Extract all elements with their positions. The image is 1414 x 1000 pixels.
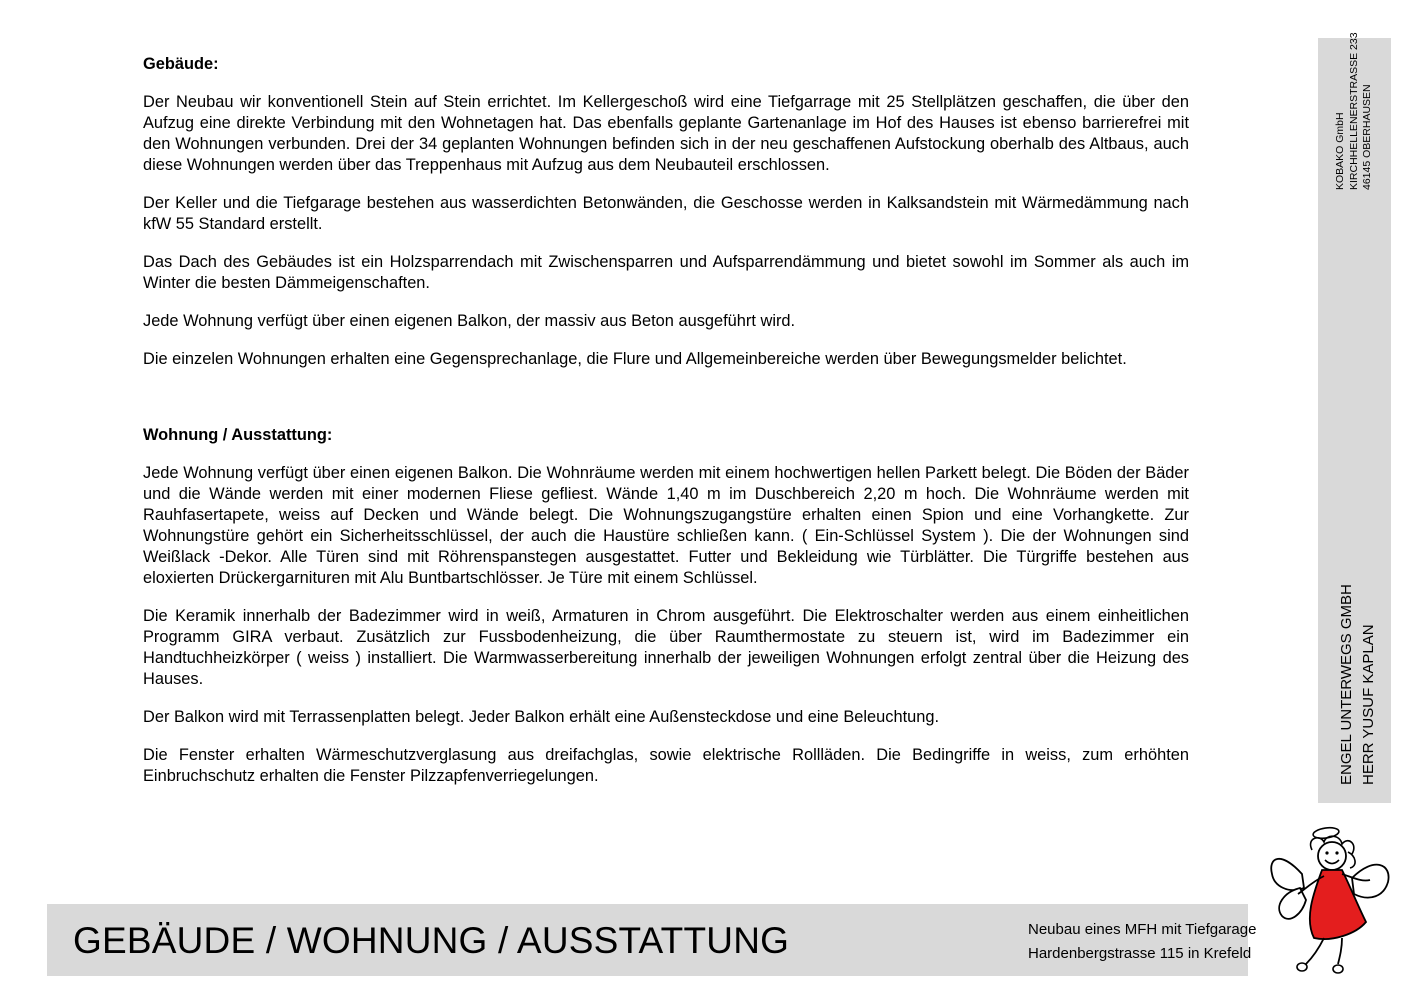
project-address: Hardenbergstrasse 115 in Krefeld	[1028, 945, 1252, 962]
project-name: Neubau eines MFH mit Tiefgarage	[1028, 921, 1257, 938]
section-heading: Gebäude:	[143, 55, 219, 73]
paragraph: Der Balkon wird mit Terrassenplatten belegt. Jeder Balkon erhält eine Außensteckdose und eine Beleuchtung.	[143, 708, 940, 726]
section-gebaeude	[143, 54, 1189, 370]
page-title: GEBÄUDE / WOHNUNG / AUSSTATTUNG	[73, 920, 790, 961]
company-street: KIRCHHELLENERSTRASSE 233	[1347, 32, 1360, 190]
paragraph: Der Neubau wir konventionell Stein auf Stein errichtet. Im Kellergeschoß wird eine Tiefgarrage mit 25 Stellplätzen geschaffen, die über den Aufzug eine direkte Verbindung mit den Wohnetagen hat. Das ebenfalls geplante Gartenanlage im Hof des Hauses ist ebenso barrierefrei mit den Wohnungen verbunden. Drei der 34 geplanten Wohnungen befinden sich in der neu geschaffenen Aufstockung oberhalb des Altbaus, auch diese Wohnungen werden über das Treppenhaus mit Aufzug aus dem Neubauteil erschlossen.	[143, 93, 1189, 174]
paragraph: Jede Wohnung verfügt über einen eigenen Balkon. Die Wohnräume werden mit einem hochwertigen hellen Parkett belegt. Die Böden der Bäder und die Wände werden mit einer modernen Fliese gefliest. Wände 1,40 m im Duschbereich 2,20 m hoch. Die Wohnräume werden mit Rauhfasertapete, weiss auf Decken und Wände belegt. Die Wohnungszugangstüre erhalten einen Spion und eine Vorhangkette. Zur Wohnungstüre gehört ein Sicherheitsschlüssel, der auch die Haustüre schließen kann. ( Ein-Schlüssel System ). Die der Wohnungen sind Weißlack -Dekor. Alle Türen sind mit Röhrenspanstegen ausgestattet. Futter und Bekleidung wie Türblätter. Die Türgriffe bestehen aus eloxierten Drückergarnituren mit Alu Buntbartschlösser. Je Türe mit einem Schlüssel.	[143, 464, 1189, 587]
client-company: ENGEL UNTERWEGS GMBH	[1338, 584, 1355, 785]
paragraph: Das Dach des Gebäudes ist ein Holzsparrendach mit Zwischensparren und Aufsparrendämmung und bietet sowohl im Sommer als auch im Winter die besten Dämmeigenschaften.	[143, 253, 1189, 292]
company-name: KOBAKO GmbH	[1334, 112, 1346, 190]
angel-figure-icon	[1262, 822, 1402, 980]
paragraph: Jede Wohnung verfügt über einen eigenen Balkon, der massiv aus Beton ausgeführt wird.	[143, 312, 796, 330]
paragraph: Die Keramik innerhalb der Badezimmer wird in weiß, Armaturen in Chrom ausgeführt. Die Elektroschalter werden aus einem einheitlichen Programm GIRA verbaut. Zusätzlich zur Fussbodenheizung, die über Raumthermostate zu steuern ist, wird im Badezimmer ein Handtuchheizkörper ( weiss ) installiert. Die Warmwasserbereitung innerhalb der jeweiligen Wohnungen erfolgt zentral über die Heizung des Hauses.	[143, 607, 1189, 688]
section-spacer	[143, 387, 1189, 425]
project-description	[1028, 918, 1256, 966]
company-address	[1334, 32, 1375, 190]
paragraph: Der Keller und die Tiefgarage bestehen aus wasserdichten Betonwänden, die Geschosse werden in Kalksandstein mit Wärmedämmung nach kfW 55 Standard erstellt.	[143, 194, 1189, 233]
footer-band	[47, 904, 1257, 976]
paragraph: Die Fenster erhalten Wärmeschutzverglasung aus dreifachglas, sowie elektrische Rollläden. Die Bedingriffe in weiss, zum erhöhten Einbruchschutz erhalten die Fenster Pilzzapfenverriegelungen.	[143, 746, 1189, 785]
company-city: 46145 OBERHAUSEN	[1361, 84, 1373, 190]
section-heading: Wohnung / Ausstattung:	[143, 426, 333, 444]
section-wohnung-ausstattung	[143, 425, 1189, 787]
client-contact: HERR YUSUF KAPLAN	[1360, 624, 1377, 785]
document-body	[143, 54, 1189, 804]
client-info	[1336, 584, 1380, 785]
paragraph: Die einzelen Wohnungen erhalten eine Gegensprechanlage, die Flure und Allgemeinbereiche werden über Bewegungsmelder belichtet.	[143, 350, 1127, 368]
